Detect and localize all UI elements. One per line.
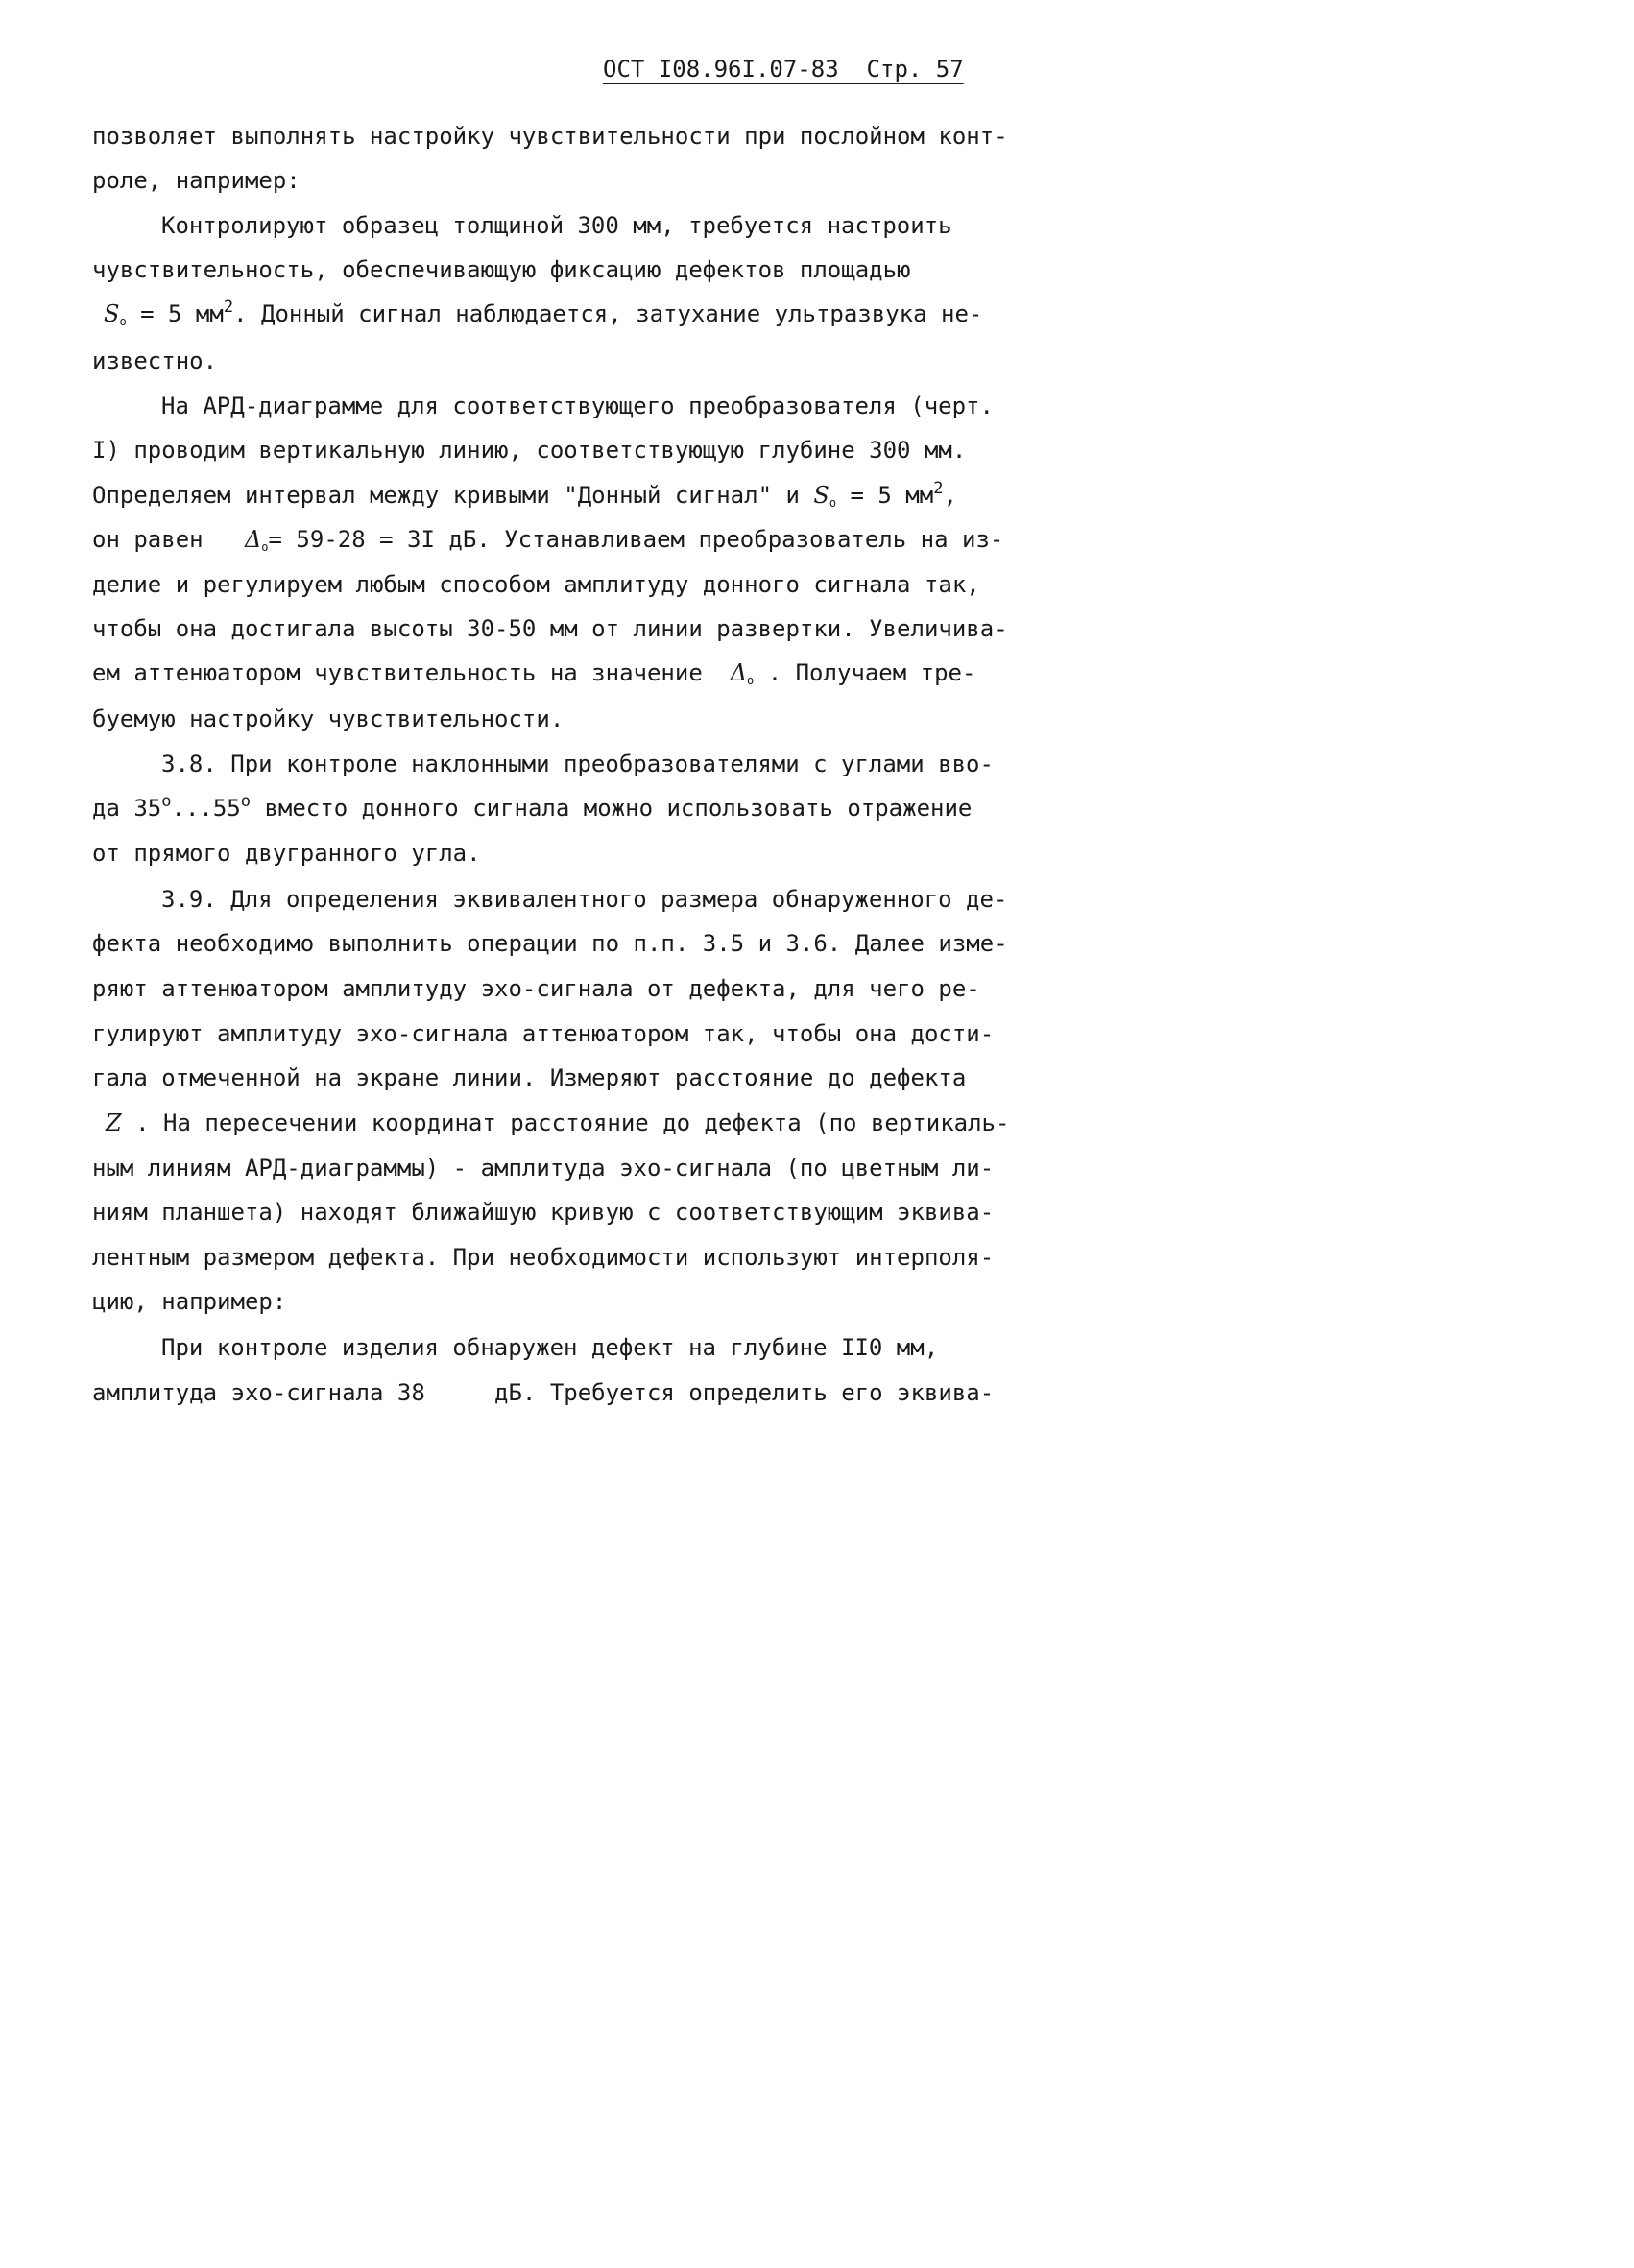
- text-span: ем аттенюатором чувствительность на значение: [92, 659, 731, 686]
- delta-symbol: Δ: [244, 526, 262, 553]
- text-line: чувствительность, обеспечивающую фиксацию дефектов площадью: [92, 256, 911, 283]
- area-symbol: S: [813, 482, 829, 509]
- text-line: ниям планшета) находят ближайшую кривую с соответствующим эквива-: [92, 1199, 995, 1226]
- text-line: фекта необходимо выполнить операции по п.п. 3.5 и 3.6. Далее изме-: [92, 930, 1008, 957]
- subscript: o: [829, 496, 837, 510]
- document-page: [0, 0, 1086, 1536]
- text-span: . Получаем тре-: [754, 659, 976, 686]
- text-line: амплитуда эхо-сигнала 38 дБ. Требуется определить его эквива-: [92, 1379, 995, 1406]
- distance-symbol: Z: [106, 1110, 122, 1136]
- text-line: [92, 794, 972, 823]
- text-line: гала отмеченной на экране линии. Измеряют расстояние до дефекта: [92, 1064, 967, 1091]
- subscript: o: [747, 674, 755, 687]
- text-line: лентным размером дефекта. При необходимости используют интерполя-: [92, 1244, 995, 1271]
- page-number-label: Стр. 57: [866, 56, 964, 83]
- text-line: известно.: [92, 347, 218, 374]
- superscript: 2: [933, 479, 944, 498]
- text-line: гулируют амплитуду эхо-сигнала аттенюатором так, чтобы она дости-: [92, 1020, 995, 1047]
- text-span: = 59-28 = 3I дБ. Устанавливаем преобразователь на из-: [268, 526, 1004, 553]
- area-symbol: S: [104, 300, 120, 327]
- text-span: = 5 мм: [836, 482, 934, 509]
- text-span: Определяем интервал между кривыми "Донный сигнал" и: [92, 482, 814, 509]
- text-line: [92, 658, 975, 687]
- text-line: [92, 525, 1003, 554]
- text-line: При контроле изделия обнаружен дефект на глубине II0 мм,: [161, 1334, 939, 1361]
- text-span: ...55: [171, 795, 241, 822]
- degree-superscript: o: [161, 792, 172, 811]
- text-line: чтобы она достигала высоты 30-50 мм от линии развертки. Увеличива-: [92, 615, 1008, 642]
- text-line: [104, 299, 982, 328]
- text-line: [106, 1109, 1009, 1137]
- text-span: да 35: [92, 795, 162, 822]
- page-header: [603, 56, 964, 83]
- text-line: На АРД-диаграмме для соответствующего преобразователя (черт.: [161, 393, 994, 419]
- text-span: вместо донного сигнала можно использовать отражение: [251, 795, 973, 822]
- text-line: позволяет выполнять настройку чувствительности при послойном конт-: [92, 123, 1008, 150]
- text-line: делие и регулируем любым способом амплитуду донного сигнала так,: [92, 571, 980, 598]
- text-line: Контролируют образец толщиной 300 мм, требуется настроить: [161, 212, 952, 239]
- subscript: o: [119, 315, 127, 328]
- text-span: . На пересечении координат расстояние до дефекта (по вертикаль-: [121, 1110, 1010, 1136]
- degree-superscript: o: [240, 792, 251, 811]
- text-line: буемую настройку чувствительности.: [92, 705, 565, 732]
- text-line: от прямого двугранного угла.: [92, 840, 481, 867]
- delta-symbol: Δ: [730, 659, 748, 686]
- document-code: ОСТ I08.96I.07-83: [603, 56, 839, 83]
- text-span: . Донный сигнал наблюдается, затухание ультразвука не-: [233, 300, 983, 327]
- text-line: ным линиям АРД-диаграммы) - амплитуда эхо-сигнала (по цветным ли-: [92, 1155, 995, 1182]
- subscript: o: [261, 540, 269, 554]
- text-line: 3.9. Для определения эквивалентного размера обнаруженного де-: [161, 886, 1008, 913]
- text-line: 3.8. При контроле наклонными преобразователями с углами вво-: [161, 751, 994, 777]
- text-span: = 5 мм: [126, 300, 224, 327]
- text-line: цию, например:: [92, 1288, 287, 1315]
- text-line: I) проводим вертикальную линию, соответствующую глубине 300 мм.: [92, 437, 967, 464]
- text-line: [92, 481, 957, 510]
- text-line: ряют аттенюатором амплитуду эхо-сигнала от дефекта, для чего ре-: [92, 975, 980, 1002]
- text-line: роле, например:: [92, 167, 300, 194]
- text-span: он равен: [92, 526, 245, 553]
- text-span: ,: [943, 482, 957, 509]
- superscript: 2: [223, 298, 234, 317]
